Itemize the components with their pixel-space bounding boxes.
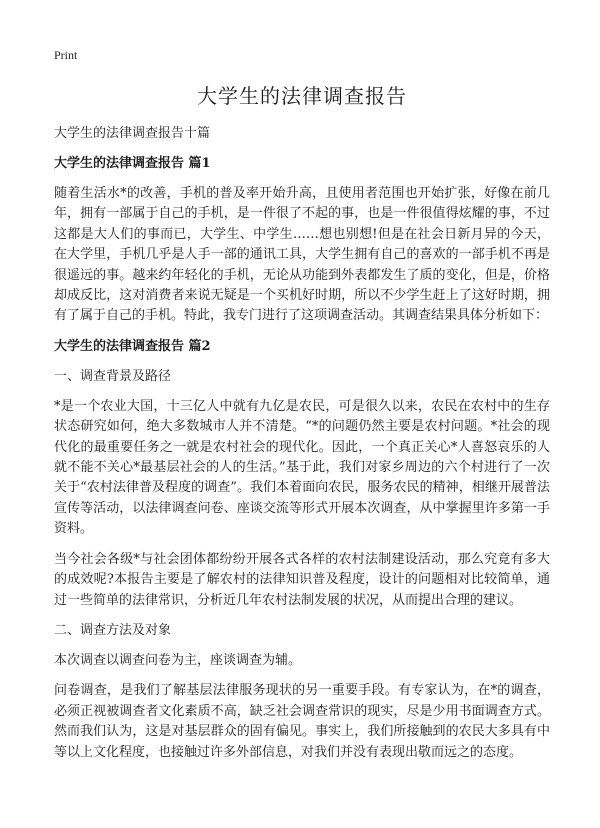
section-2-paragraph: 问卷调查，是我们了解基层法律服务现状的另一重要手段。有专家认为，在*的调查，必须正视被调查者文化素质不高，缺乏社会调查常识的现实，尽是少用书面调查方式。然而我们认为，这是对基层群众的固有偏见。事实上，我们所接触到的农民大多具有中等以上文化程度，也接触过许多外部信息，对我们并没有表现出敬而远之的态度。 (54, 683, 550, 760)
section-heading-2: 大学生的法律调查报告 篇2 (54, 338, 211, 354)
section-2-paragraph: 当今社会各级*与社会团体都纷纷开展各式各样的农村法制建设活动，那么究竟有多大的成效呢?本报告主要是了解农村的法律知识普及程度，设计的问题相对比较简单，通过一些简单的法律常识，分析近几年农村法制发展的状况，从而提出合理的建议。 (54, 551, 550, 608)
section-2-paragraph: *是一个农业大国，十三亿人中就有九亿是农民，可是很久以来，农民在农村中的生存状态研究如何，绝大多数城市人并不清楚。“*的问题仍然主要是农村问题。*社会的现代化的最重要任务之一就是农村社会的现代化。因此，一个真正关心*人喜怒哀乐的人就不能不关心*最基层社会的人的生活。”基于此，我们对家乡周边的六个村进行了一次关于“农村法律普及程度的调查”。我们本着面向农民，服务农民的精神，相继开展普法宣传等活动，以法律调查问卷、座谈交流等形式开展本次调查，从中掌握里许多第一手资料。 (54, 398, 550, 537)
page-title: 大学生的法律调查报告 (197, 84, 407, 108)
print-link[interactable]: Print (54, 48, 78, 62)
section-2-paragraph: 本次调查以调查问卷为主，座谈调查为辅。 (54, 652, 302, 668)
subheading-background: 一、调查背景及路径 (54, 368, 172, 384)
document-subtitle: 大学生的法律调查报告十篇 (54, 126, 211, 141)
subheading-method: 二、调查方法及对象 (54, 622, 172, 638)
section-1-paragraph: 随着生活水*的改善，手机的普及率开始升高，且使用者范围也开始扩张，好像在前几年，拥有一部属于自己的手机，是一件很了不起的事，也是一件很值得炫耀的事，不过这都是大人们的事而已，大学生、中学生……想也别想!但是在社会日新月异的今天，在大学里，手机几乎是人手一部的通讯工具，大学生拥有自己的喜欢的一部手机不再是很遥远的事。越来约年轻化的手机，无论从功能到外表都发生了质的变化，但是，价格却成反比，这对消费者来说无疑是一个买机好时期，所以不少学生赶上了这好时期，拥有了属于自己的手机。特此，我专门进行了这项调查活动。其调查结果具体分析如下： (54, 186, 550, 324)
section-heading-1: 大学生的法律调查报告 篇1 (54, 156, 211, 171)
